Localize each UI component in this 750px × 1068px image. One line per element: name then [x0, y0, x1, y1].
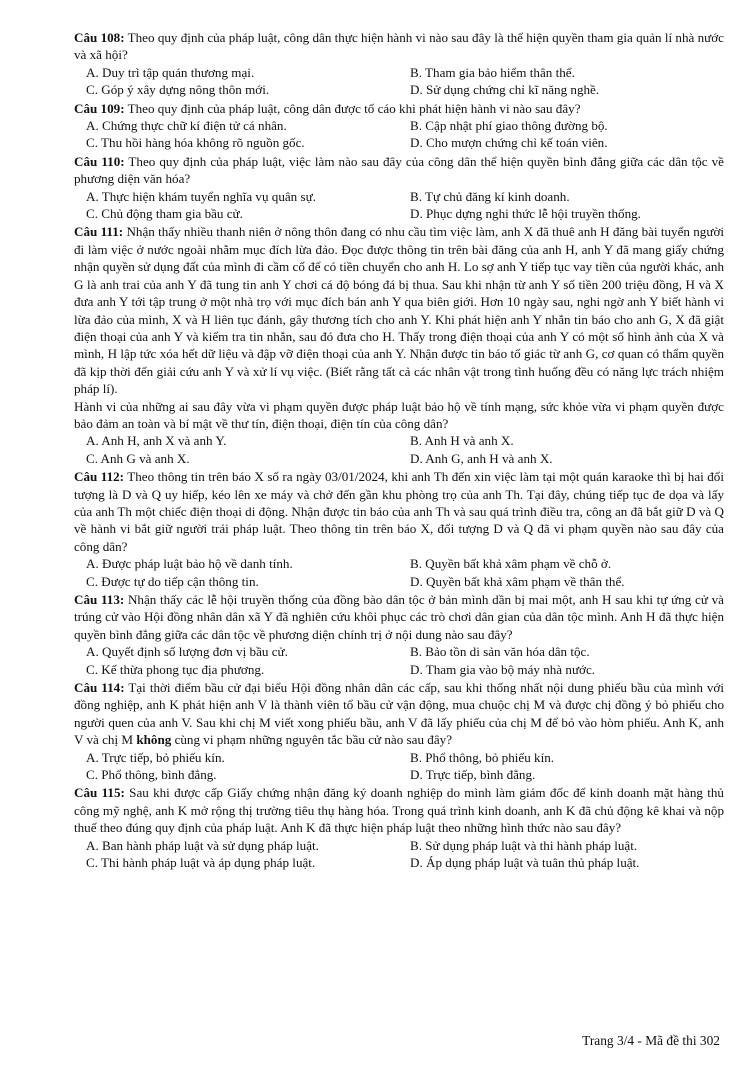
- question-text: Tại thời điểm bầu cử đại biểu Hội đồng nhân dân các cấp, sau khi thống nhất nội dung phiếu bầu của mình với đồng nghiệp, anh K phát hiện anh V là thành viên tổ bầu cử vận động, mua chuộc chị M và được chị đồng ý bỏ phiếu cho người quen của anh V. Sau khi chị M viết xong phiếu bầu, anh V đã lấy phiếu của chị M để bỏ vào hòm phiếu. Anh K, anh V và chị M: [74, 680, 724, 748]
- options-grid: [74, 188, 724, 223]
- option-a: A. Ban hành pháp luật và sử dụng pháp luật.: [86, 837, 319, 853]
- question-text: Sau khi được cấp Giấy chứng nhận đăng ký doanh nghiệp do mình làm giám đốc để kinh doanh mặt hàng thủ công mỹ nghệ, anh K mở rộng thị trường tiêu thụ hàng hóa. Trong quá trình kinh doanh, anh K đã chủ động kê khai và nộp thuế theo đúng quy định của pháp luật. Anh K đã thực hiện pháp luật theo những hình thức nào sau đây?: [74, 785, 724, 836]
- option-a: A. Chứng thực chữ kí điện tử cá nhân.: [86, 118, 287, 134]
- question-text: Theo quy định của pháp luật, công dân thực hiện hành vi nào sau đây là thể hiện quyền tham gia quản lí nhà nước và xã hội?: [74, 30, 724, 63]
- option-d: D. Quyền bất khả xâm phạm về thân thể.: [410, 573, 625, 589]
- option-a: A. Duy trì tập quán thương mại.: [86, 64, 255, 80]
- question-text: Theo quy định của pháp luật, công dân được tố cáo khi phát hiện hành vi nào sau đây?: [127, 100, 581, 116]
- question-108: [74, 29, 724, 99]
- question-112: [74, 468, 724, 590]
- question-text: Nhận thấy nhiều thanh niên ở nông thôn đang có nhu cầu tìm việc làm, anh X đã thuê anh H đăng bài tuyển người đi làm việc ở nước ngoài nhằm mục đích lừa đảo. Đọc được thông tin trên bài đăng của anh H, anh Y đã mang giấy chứng nhận quyền sử dụng đất của mình đi cầm cố để có tiền chuyển cho anh H. Lo sợ anh Y tiếp tục vay tiền của người khác, anh G là anh trai của anh Y đã tung tin anh Y chơi cá độ bóng đá bị thua. Sau khi nhận từ anh Y số tiền 200 triệu đồng, H và X đưa anh Y tới tập trung ở một nhà trọ với mục đích bán anh Y qua biên giới. Hơn 10 ngày sau, nghi ngờ anh Y biết hành vi lừa đảo của mình, X và H liên tục đánh, gây thương tích cho anh Y. Khi phát hiện anh Y nhắn tin báo cho anh G, X đã giật điện thoại của anh Y và kiểm tra tin nhắn, sau đó đưa cho H. Thấy trong điện thoại của anh Y có một số hình ảnh của X và mình, H lập tức xóa hết dữ liệu và đập vỡ điện thoại của anh Y. Nhận được tin báo tố giác từ anh G, cơ quan có thẩm quyền đã kịp thời đến giải cứu anh Y và xử lí vụ việc. (Biết rằng tất cả các nhân vật trong tình huống đều có năng lực trách nhiệm pháp lí).: [74, 224, 725, 397]
- option-a: A. Thực hiện khám tuyển nghĩa vụ quân sự.: [86, 188, 316, 204]
- question-stem: [74, 784, 724, 836]
- option-c: C. Được tự do tiếp cận thông tin.: [86, 573, 259, 589]
- options-grid: [74, 117, 724, 152]
- option-a: A. Được pháp luật bảo hộ về danh tính.: [86, 556, 293, 572]
- question-stem: [74, 223, 724, 397]
- option-c: C. Anh G và anh X.: [86, 450, 190, 466]
- question-stem: [74, 468, 724, 555]
- question-number: Câu 109:: [74, 100, 125, 116]
- option-c: C. Phổ thông, bình đẳng.: [86, 767, 217, 783]
- question-text: Theo thông tin trên báo X số ra ngày 03/01/2024, khi anh Th đến xin việc làm tại một quán karaoke thì bị hai đối tượng là D và Q uy hiếp, kéo lên xe máy và chở đến gần khu phòng trọ của anh Th. Tại đây, chúng tiếp tục đe dọa và lấy của anh Th một chiếc điện thoại di động. Nhận được tin báo của anh Th và sau quá trình điều tra, công an đã bắt giữ D và Q về hành vi bắt giữ người trái pháp luật. Theo thông tin trên báo X, đối tượng D và Q đã vi phạm quyền nào sau đây của công dân?: [74, 469, 724, 554]
- option-c: C. Thi hành pháp luật và áp dụng pháp luật.: [86, 855, 316, 871]
- question-text-tail: cùng vi phạm những nguyên tắc bầu cử nào sau đây?: [174, 732, 453, 748]
- question-number: Câu 112:: [74, 469, 125, 485]
- question-number: Câu 108:: [74, 30, 125, 45]
- question-115: [74, 784, 724, 871]
- option-b: B. Anh H và anh X.: [410, 433, 514, 449]
- option-d: D. Trực tiếp, bình đẳng.: [410, 767, 536, 783]
- exam-page: [74, 29, 724, 873]
- question-stem: [74, 29, 724, 64]
- options-grid: [74, 555, 724, 590]
- options-grid: [74, 837, 724, 872]
- option-c: C. Kế thừa phong tục địa phương.: [86, 661, 265, 677]
- question-stem: [74, 153, 724, 188]
- option-b: B. Phổ thông, bỏ phiếu kín.: [410, 749, 555, 765]
- question-number: Câu 110:: [74, 153, 125, 169]
- option-b: B. Tự chủ đăng kí kinh doanh.: [410, 188, 570, 204]
- option-a: A. Quyết định số lượng đơn vị bầu cử.: [86, 644, 288, 660]
- question-number: Câu 113:: [74, 592, 125, 607]
- question-114: [74, 679, 724, 783]
- option-a: A. Trực tiếp, bỏ phiếu kín.: [86, 749, 225, 765]
- option-b: B. Bảo tồn di sản văn hóa dân tộc.: [410, 644, 590, 660]
- question-stem: [74, 591, 724, 643]
- option-b: B. Sử dụng pháp luật và thi hành pháp luật.: [410, 837, 638, 853]
- option-d: D. Anh G, anh H và anh X.: [410, 450, 553, 466]
- option-b: B. Quyền bất khả xâm phạm về chỗ ở.: [410, 556, 612, 572]
- question-113: [74, 591, 724, 678]
- options-grid: [74, 643, 724, 678]
- question-number: Câu 111:: [74, 224, 124, 240]
- question-stem: [74, 679, 724, 749]
- question-110: [74, 153, 724, 223]
- question-number: Câu 114:: [74, 680, 125, 696]
- option-b: B. Cập nhật phí giao thông đường bộ.: [410, 118, 608, 134]
- options-grid: [74, 64, 724, 99]
- question-text: Theo quy định của pháp luật, việc làm nào sau đây của công dân thể hiện quyền bình đẳng giữa các dân tộc về phương diện văn hóa?: [74, 153, 724, 187]
- emphasis-word: không: [136, 732, 172, 748]
- option-d: D. Phục dựng nghi thức lễ hội truyền thống.: [410, 206, 641, 222]
- option-c: C. Góp ý xây dựng nông thôn mới.: [86, 82, 270, 98]
- question-number: Câu 115:: [74, 785, 125, 801]
- option-d: D. Sử dụng chứng chỉ kĩ năng nghề.: [410, 82, 600, 98]
- question-text: Nhận thấy các lễ hội truyền thống của đồng bào dân tộc ở bản mình dần bị mai một, anh H sau khi tự ứng cử và trúng cử vào Hội đồng nhân dân xã Y đã nghiên cứu khôi phục các trò chơi dân gian của dân tộc mình. Anh H đã thực hiện quyền bình đẳng giữa các dân tộc về phương diện chính trị ở nội dung nào sau đây?: [74, 592, 724, 642]
- question-111: [74, 223, 724, 467]
- option-c: C. Chủ động tham gia bầu cử.: [86, 206, 243, 222]
- options-grid: [74, 749, 724, 784]
- options-grid: [74, 432, 724, 467]
- option-b: B. Tham gia bảo hiểm thân thể.: [410, 64, 575, 80]
- option-c: C. Thu hồi hàng hóa không rõ nguồn gốc.: [86, 135, 305, 151]
- option-d: D. Cho mượn chứng chỉ kế toán viên.: [410, 135, 608, 151]
- page-footer: Trang 3/4 - Mã đề thi 302: [582, 1033, 720, 1048]
- option-d: D. Tham gia vào bộ máy nhà nước.: [410, 661, 596, 677]
- question-prompt: Hành vi của những ai sau đây vừa vi phạm quyền được pháp luật bảo hộ về tính mạng, sức khỏe vừa vi phạm quyền được bảo đảm an toàn và bí mật về thư tín, điện thoại, điện tín của công dân?: [74, 398, 724, 431]
- option-a: A. Anh H, anh X và anh Y.: [86, 433, 227, 449]
- option-d: D. Áp dụng pháp luật và tuân thủ pháp luật.: [410, 855, 640, 871]
- question-stem: [74, 100, 724, 117]
- question-109: [74, 100, 724, 152]
